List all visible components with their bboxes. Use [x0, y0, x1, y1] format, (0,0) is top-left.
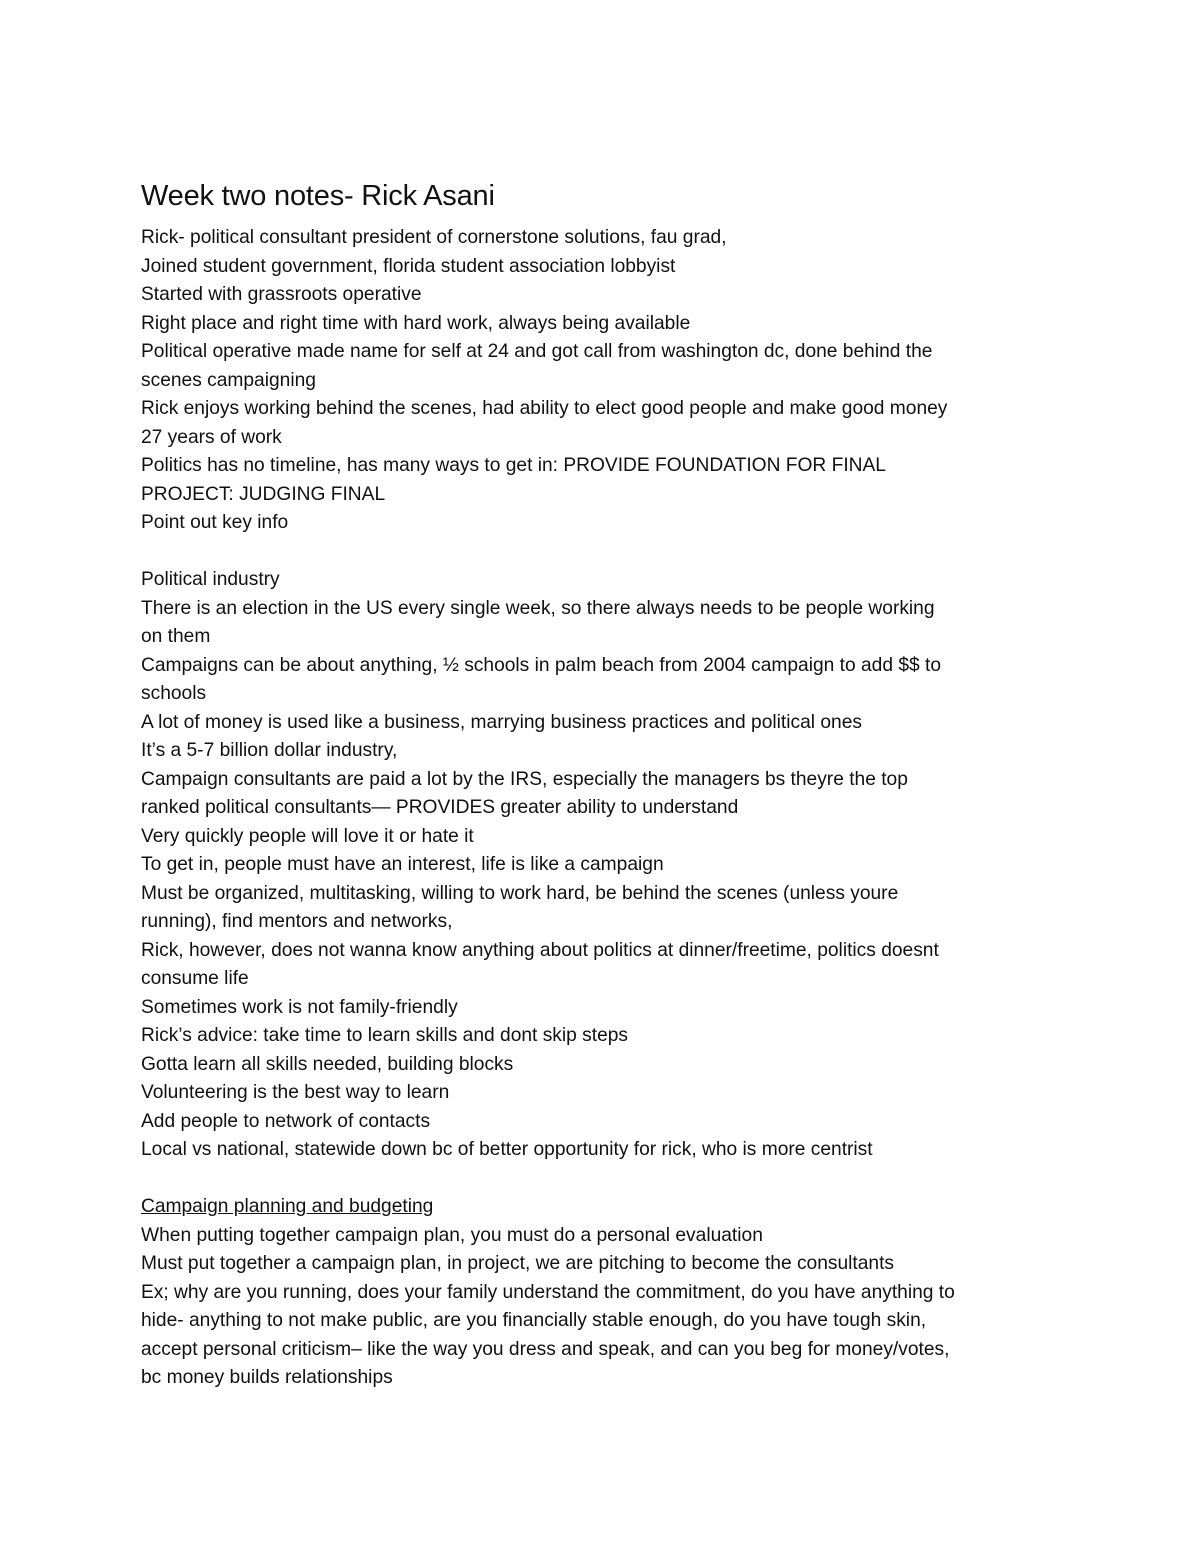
section-heading: Campaign planning and budgeting	[141, 1196, 434, 1217]
text-line: PROJECT: JUDGING FINAL	[141, 483, 386, 505]
text-line: Rick’s advice: take time to learn skills and dont skip steps	[141, 1025, 629, 1046]
text-line: It’s a 5-7 billion dollar industry,	[141, 740, 398, 761]
document-page	[141, 176, 1071, 1393]
section-label: Political industry	[141, 569, 280, 590]
text-line: When putting together campaign plan, you must do a personal evaluation	[141, 1224, 763, 1246]
text-line: Gotta learn all skills needed, building blocks	[141, 1053, 514, 1075]
text-line: scenes campaigning	[141, 369, 316, 391]
text-line: Right place and right time with hard work, always being available	[141, 312, 691, 334]
text-line: Started with grassroots operative	[141, 284, 422, 305]
text-line: There is an election in the US every single week, so there always needs to be people working	[141, 597, 935, 619]
text-line: Sometimes work is not family-friendly	[141, 996, 458, 1018]
text-line: Rick- political consultant president of cornerstone solutions, fau grad,	[141, 227, 727, 248]
industry-section	[141, 566, 1071, 1165]
text-line: Campaign consultants are paid a lot by the IRS, especially the managers bs theyre the top	[141, 768, 908, 790]
text-line: accept personal criticism– like the way you dress and speak, and can you beg for money/votes,	[141, 1338, 950, 1360]
text-line: Point out key info	[141, 512, 289, 533]
text-line: Campaigns can be about anything, ½ schools in palm beach from 2004 campaign to add $$ to	[141, 654, 941, 676]
text-line: Joined student government, florida student association lobbyist	[141, 255, 676, 277]
text-line: on them	[141, 626, 211, 647]
text-line: schools	[141, 683, 207, 704]
text-line: Ex; why are you running, does your family understand the commitment, do you have anything to	[141, 1281, 955, 1303]
text-line: Volunteering is the best way to learn	[141, 1082, 450, 1103]
text-line: Must be organized, multitasking, willing to work hard, be behind the scenes (unless youre	[141, 882, 899, 904]
text-line: Political operative made name for self at 24 and got call from washington dc, done behind the	[141, 341, 933, 362]
text-line: To get in, people must have an interest, life is like a campaign	[141, 854, 664, 875]
blank-line	[141, 538, 1071, 567]
text-line: running), find mentors and networks,	[141, 911, 453, 932]
intro-section	[141, 224, 1071, 538]
text-line: Must put together a campaign plan, in project, we are pitching to become the consultants	[141, 1253, 895, 1274]
text-line: Politics has no timeline, has many ways to get in: PROVIDE FOUNDATION FOR FINAL	[141, 455, 886, 476]
blank-line	[141, 1165, 1071, 1194]
text-line: A lot of money is used like a business, marrying business practices and political ones	[141, 711, 862, 733]
document-title: Week two notes- Rick Asani	[141, 180, 495, 212]
text-line: 27 years of work	[141, 426, 282, 448]
text-line: ranked political consultants— PROVIDES greater ability to understand	[141, 797, 739, 818]
text-line: bc money builds relationships	[141, 1367, 393, 1388]
text-line: hide- anything to not make public, are you financially stable enough, do you have tough skin,	[141, 1310, 927, 1331]
text-line: Local vs national, statewide down bc of better opportunity for rick, who is more centrist	[141, 1139, 873, 1160]
text-line: Rick, however, does not wanna know anything about politics at dinner/freetime, politics doesnt	[141, 939, 939, 961]
text-line: Very quickly people will love it or hate it	[141, 825, 474, 847]
text-line: Rick enjoys working behind the scenes, had ability to elect good people and make good money	[141, 398, 948, 419]
text-line: Add people to network of contacts	[141, 1110, 431, 1132]
planning-section	[141, 1193, 1071, 1393]
text-line: consume life	[141, 968, 249, 989]
